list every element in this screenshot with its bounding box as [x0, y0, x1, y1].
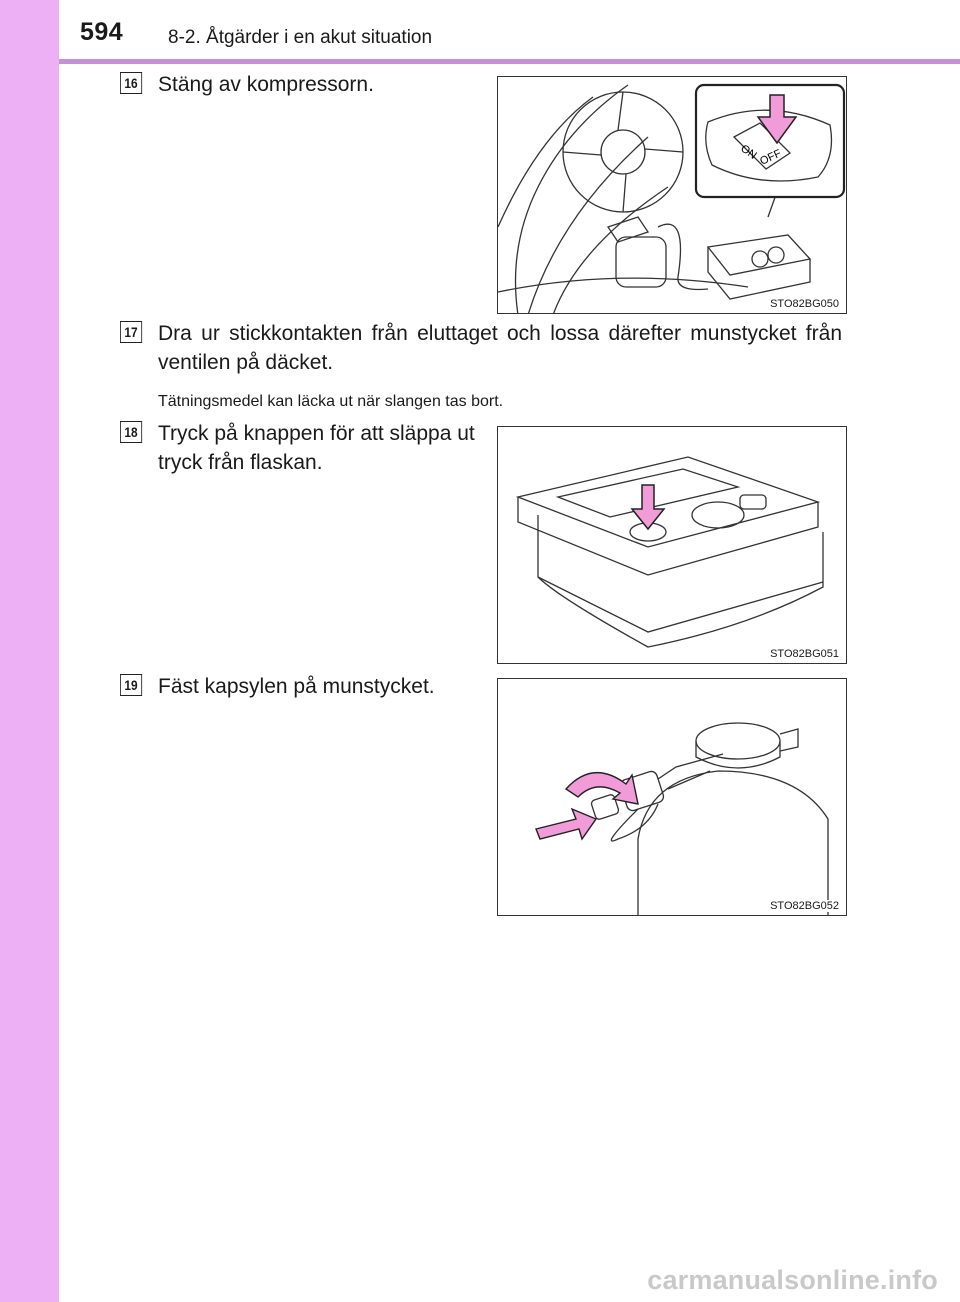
- step-17-badge: 17: [120, 321, 142, 343]
- press-arrow-icon: [632, 485, 664, 529]
- figure-bottle-button: [497, 426, 847, 664]
- figure-code-18: STO82BG051: [770, 648, 839, 660]
- step-19-text: Fäst kapsylen på munstycket.: [158, 675, 435, 698]
- page-number: 594: [80, 18, 124, 46]
- step-17-text: Dra ur stickkontakten från eluttaget och lossa därefter munstycket från ventilen på däcket.: [158, 322, 842, 374]
- figure-compressor-switch: [497, 76, 847, 314]
- figure-code-16: STO82BG050: [770, 298, 839, 310]
- figure-code-19: STO82BG052: [770, 900, 839, 912]
- step-16-text: Stäng av kompressorn.: [158, 73, 374, 96]
- switch-off-label: OFF: [758, 147, 784, 168]
- step-19-badge: 19: [120, 674, 142, 696]
- bottle-release-illustration: [498, 427, 847, 664]
- switch-on-label: ON: [738, 142, 759, 162]
- step-17-note: Tätningsmedel kan läcka ut när slangen tas bort.: [158, 393, 504, 410]
- step-18-text: Tryck på knappen för att släppa ut tryck från flaskan.: [158, 422, 475, 474]
- cap-attach-illustration: [498, 679, 847, 916]
- figure-cap-nozzle: [497, 678, 847, 916]
- section-title: 8-2. Åtgärder i en akut situation: [168, 27, 433, 48]
- side-color-band: [0, 0, 59, 1302]
- step-16-badge: 16: [120, 72, 142, 94]
- compressor-off-illustration: [498, 77, 847, 314]
- watermark: carmanualsonline.info: [647, 1265, 938, 1295]
- step-18-badge: 18: [120, 421, 142, 443]
- rotate-arrow-icon: [566, 773, 638, 804]
- header-divider: [59, 59, 960, 64]
- push-arrow-icon: [536, 809, 596, 839]
